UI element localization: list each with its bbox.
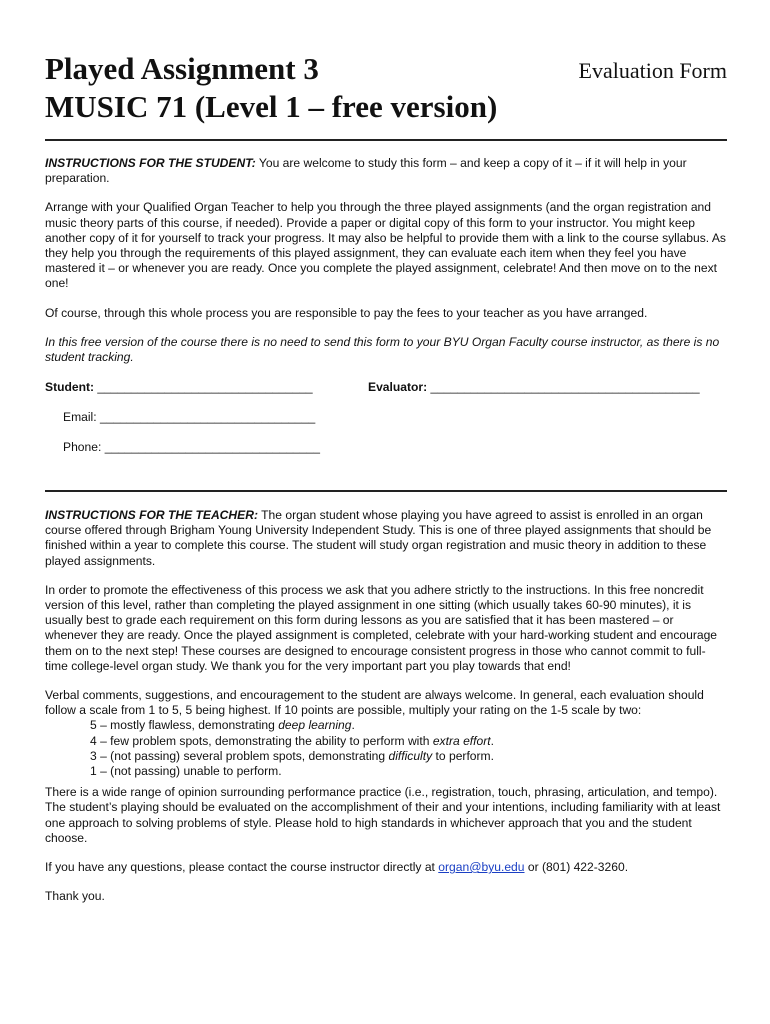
header-divider xyxy=(45,139,727,141)
scale-item: 3 – (not passing) several problem spots, demonstrating difficulty to perform. xyxy=(90,748,494,763)
student-intro-text: You are welcome to study this form – and keep a copy of it – if it will help in your preparation. xyxy=(45,156,687,186)
contact-email-link[interactable]: organ@byu.edu xyxy=(438,860,525,875)
document-header xyxy=(45,0,727,140)
title-line-2: MUSIC 71 (Level 1 – free version) xyxy=(45,89,498,124)
scale-item: 5 – mostly flawless, demonstrating deep learning. xyxy=(90,718,355,733)
student-paragraph-2: Of course, through this whole process you are responsible to pay the fees to your teacher as you have arranged. xyxy=(45,305,648,320)
phone-label: Phone: xyxy=(63,440,102,454)
student-intro xyxy=(45,156,727,186)
teacher-intro-text: The organ student whose playing you have agreed to assist is enrolled in an organ course offered through Brigham Young University Independent Study. This is one of three played assignments that should be finished within a year to complete this course. The student will study organ registration and music theory in addition to these played assignments. xyxy=(45,508,712,568)
thank-you-text: Thank you. xyxy=(45,889,105,904)
email-line[interactable]: ________________________________ xyxy=(99,410,316,424)
student-label: Student: xyxy=(45,380,95,394)
student-paragraph-3: In this free version of the course there is no need to send this form to your BYU Organ Faculty course instructor, as there is no student tracking. xyxy=(45,334,720,365)
contact-paragraph xyxy=(45,860,727,875)
email-field[interactable] xyxy=(63,410,315,425)
phone-field[interactable] xyxy=(63,440,320,455)
student-instructions xyxy=(45,156,727,365)
student-field[interactable] xyxy=(45,380,313,395)
form-type-label: Evaluation Form xyxy=(578,58,727,83)
evaluator-label: Evaluator: xyxy=(368,380,428,394)
title-line-1: Played Assignment 3 xyxy=(45,51,319,86)
student-paragraph-1: Arrange with your Qualified Organ Teacher to help you through the three played assignments (and the organ registration and music theory parts of this course, if needed). Provide a paper or digital copy of this form to your instructor. You might keep another copy of it for yourself to track your progress. It may also be helpful to provide them with a link to the course syllabus. As they help you through the requirements of this played assignment, they can evaluate each item when they feel you have mastered it – or whenever you are ready. Once you complete the played assignment, celebrate! And then move on to the next one! xyxy=(45,200,726,291)
section-divider xyxy=(45,490,727,492)
document-title xyxy=(45,50,497,126)
evaluator-line[interactable]: ________________________________________ xyxy=(430,380,700,394)
email-label: Email: xyxy=(63,410,97,424)
teacher-paragraph-2: Verbal comments, suggestions, and encouragement to the student are always welcome. In general, each evaluation should follow a scale from 1 to 5, 5 being highest. If 10 points are possible, multiply your rating on the 1-5 scale by two: xyxy=(45,688,704,718)
contact-phone-text: or (801) 422-3260. xyxy=(524,860,629,875)
teacher-paragraph-1: In order to promote the effectiveness of this process we ask that you adhere strictly to the instructions. In this free noncredit version of this level, rather than completing the played assignment in one sitting (which usually takes 60-90 minutes), it is usually best to grade each requirement on this form during lessons as you are satisfied that it has been mastered – or whenever they are ready. Once the played assignment is completed, celebrate with your hard-working student and encourage them on to the next step! These courses are designed to encourage consistent progress in those who cannot commit to full-time college-level organ study. We thank you for the very important part you play towards that end! xyxy=(45,582,718,673)
rating-scale-list xyxy=(45,718,727,779)
scale-item: 4 – few problem spots, demonstrating the ability to perform with extra effort. xyxy=(90,733,495,748)
document-page xyxy=(45,0,727,904)
teacher-paragraph-3: There is a wide range of opinion surrounding performance practice (i.e., registration, touch, phrasing, articulation, and tempo). The student’s playing should be evaluated on the accomplishment of their and your intentions, including familiarity with at least one approach to solving problems of style. Please hold to high standards in whichever approach that you and the student choose. xyxy=(45,785,721,845)
evaluator-field[interactable] xyxy=(368,380,700,395)
student-heading: INSTRUCTIONS FOR THE STUDENT: xyxy=(45,156,256,170)
scale-item: 1 – (not passing) unable to perform. xyxy=(90,764,282,779)
teacher-heading: INSTRUCTIONS FOR THE TEACHER: xyxy=(45,508,258,522)
contact-text: If you have any questions, please contact the course instructor directly at xyxy=(45,860,439,875)
phone-line[interactable]: ________________________________ xyxy=(104,440,320,454)
teacher-intro xyxy=(45,508,727,569)
student-line[interactable]: ________________________________ xyxy=(97,380,313,394)
teacher-instructions xyxy=(45,508,727,904)
